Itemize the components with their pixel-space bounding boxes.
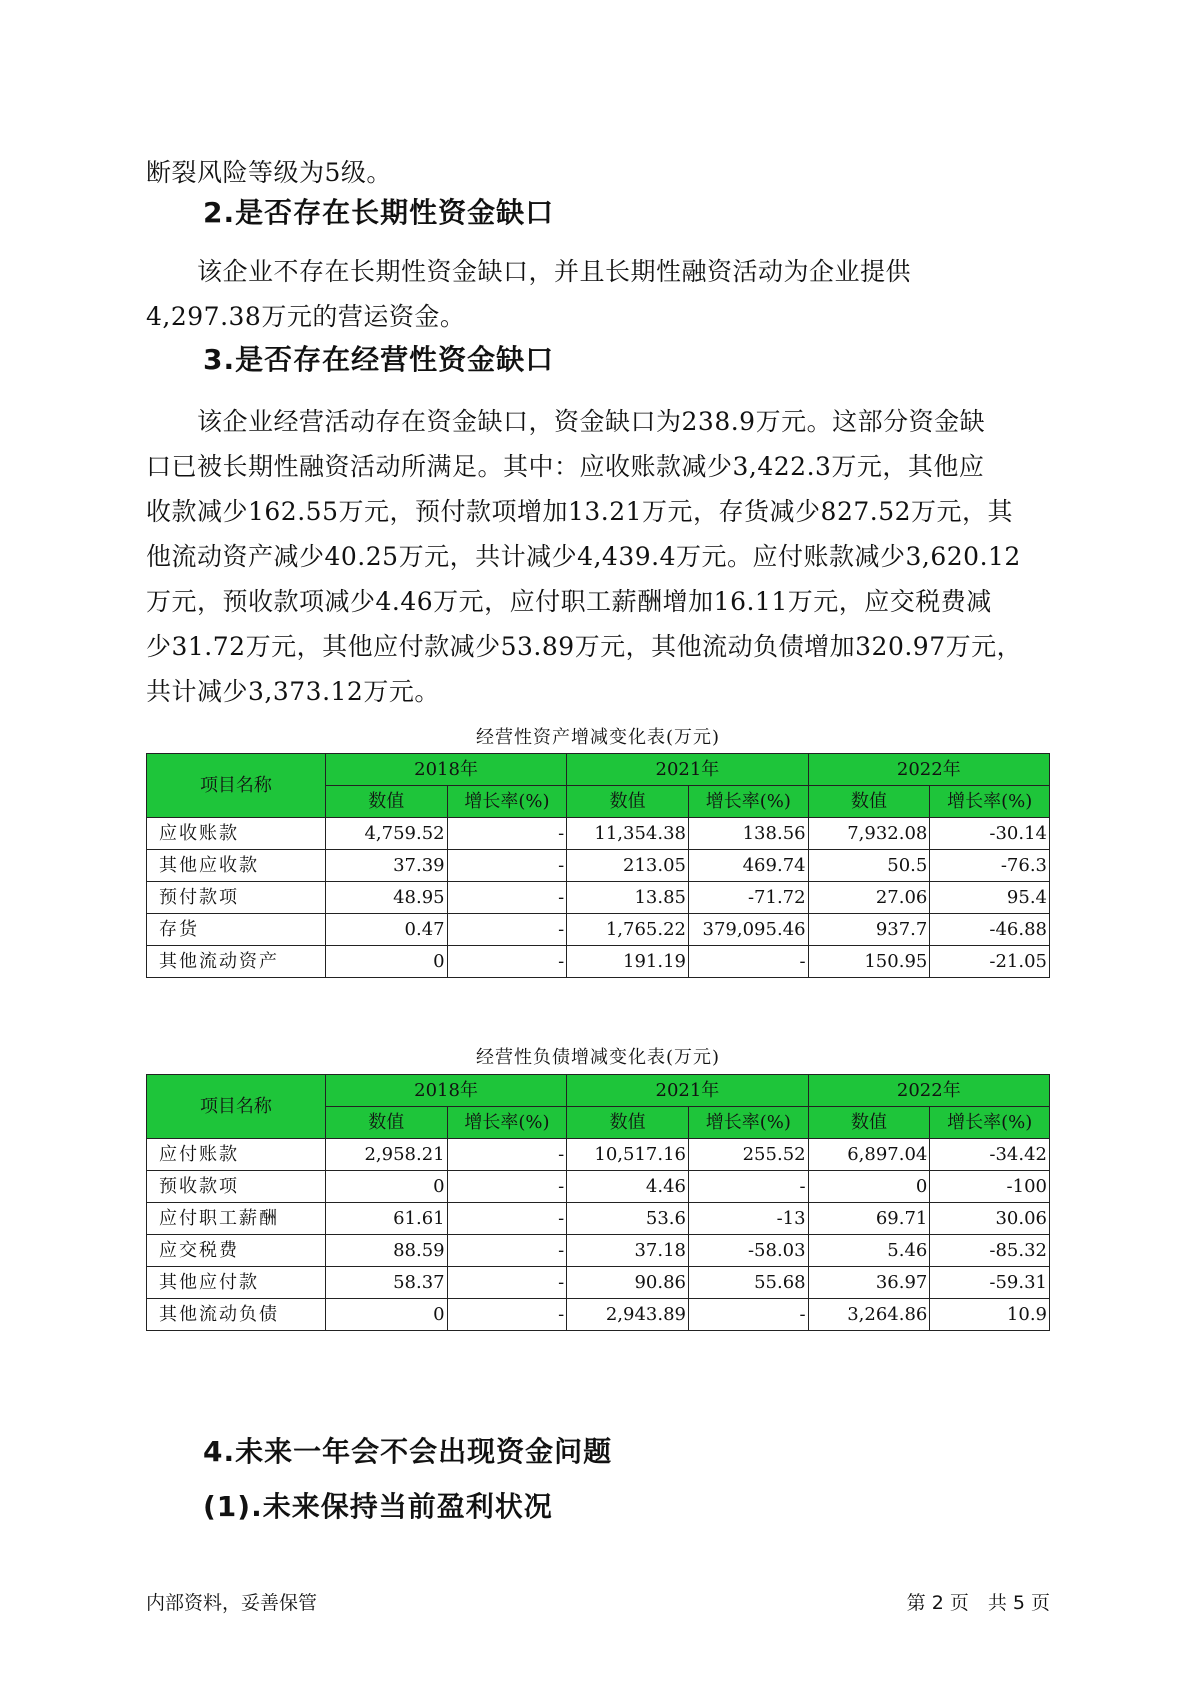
header-item-name: 项目名称: [147, 1075, 326, 1139]
text-line: 他流动资产减少40.25万元，共计减少4,439.4万元。应付账款减少3,620.12: [146, 542, 1021, 571]
table-caption: 经营性负债增减变化表(万元): [475, 1047, 721, 1068]
cell: -71.72: [688, 882, 808, 914]
text-line: 万元，预收款项减少4.46万元，应付职工薪酬增加16.11万元，应交税费减: [146, 587, 992, 616]
cell: 7,932.08: [808, 818, 930, 850]
cell: 150.95: [808, 946, 930, 978]
cell: 95.4: [930, 882, 1050, 914]
cell: 2,943.89: [567, 1299, 689, 1331]
cell: -34.42: [930, 1139, 1050, 1171]
table-row: [147, 882, 1050, 914]
cell: 0.47: [325, 914, 447, 946]
table-row: [147, 1267, 1050, 1299]
text-line: 共计减少3,373.12万元。: [146, 677, 440, 706]
cell: 6,897.04: [808, 1139, 930, 1171]
cell: 0: [325, 1299, 447, 1331]
section-heading-next-year: 4.未来一年会不会出现资金问题: [203, 1435, 613, 1468]
cell: -13: [688, 1203, 808, 1235]
cell: 88.59: [325, 1235, 447, 1267]
cell: 5.46: [808, 1235, 930, 1267]
cell: -58.03: [688, 1235, 808, 1267]
header-year: 2021年: [567, 1075, 808, 1107]
cell: 27.06: [808, 882, 930, 914]
table-row: [147, 1139, 1050, 1171]
table-row: [147, 1235, 1050, 1267]
row-name: 其他流动负债: [147, 1299, 326, 1331]
intro-paragraph: [146, 150, 1056, 195]
table-row: [147, 850, 1050, 882]
text-line: 该企业经营活动存在资金缺口，资金缺口为238.9万元。这部分资金缺: [146, 407, 986, 436]
row-name: 应付职工薪酬: [147, 1203, 326, 1235]
text-line: 断裂风险等级为5级。: [146, 158, 392, 187]
cell: 37.39: [325, 850, 447, 882]
cell: 50.5: [808, 850, 930, 882]
cell: 90.86: [567, 1267, 689, 1299]
table-row: [147, 1171, 1050, 1203]
subsection-heading-keep-profit: (1).未来保持当前盈利状况: [203, 1490, 553, 1523]
cell: 2,958.21: [325, 1139, 447, 1171]
header-value: 数值: [808, 786, 930, 818]
header-rate: 增长率(%): [447, 1107, 567, 1139]
cell: -: [688, 1299, 808, 1331]
footer-page-number: 第 2 页 共 5 页: [906, 1592, 1050, 1614]
cell: 69.71: [808, 1203, 930, 1235]
table-row: [147, 914, 1050, 946]
text-line: 收款减少162.55万元，预付款项增加13.21万元，存货减少827.52万元，其: [146, 497, 1014, 526]
cell: 48.95: [325, 882, 447, 914]
header-value: 数值: [567, 1107, 689, 1139]
header-rate: 增长率(%): [447, 786, 567, 818]
cell: 61.61: [325, 1203, 447, 1235]
table-caption: 经营性资产增减变化表(万元): [475, 727, 721, 748]
table-header-row: [147, 1075, 1050, 1107]
cell: -: [688, 946, 808, 978]
cell: -76.3: [930, 850, 1050, 882]
table-header-row: [147, 754, 1050, 786]
header-year: 2018年: [325, 754, 566, 786]
cell: 379,095.46: [688, 914, 808, 946]
cell: -: [447, 1299, 567, 1331]
cell: 13.85: [567, 882, 689, 914]
cell: 10,517.16: [567, 1139, 689, 1171]
header-year: 2018年: [325, 1075, 566, 1107]
text-line: 4,297.38万元的营运资金。: [146, 302, 466, 331]
cell: 1,765.22: [567, 914, 689, 946]
cell: 4.46: [567, 1171, 689, 1203]
cell: 0: [808, 1171, 930, 1203]
text-line: 少31.72万元，其他应付款减少53.89万元，其他流动负债增加320.97万元，: [146, 632, 1023, 661]
cell: 53.6: [567, 1203, 689, 1235]
header-rate: 增长率(%): [930, 1107, 1050, 1139]
cell: 213.05: [567, 850, 689, 882]
cell: 37.18: [567, 1235, 689, 1267]
cell: 10.9: [930, 1299, 1050, 1331]
header-value: 数值: [325, 786, 447, 818]
cell: -59.31: [930, 1267, 1050, 1299]
table-row: [147, 1299, 1050, 1331]
header-rate: 增长率(%): [930, 786, 1050, 818]
header-value: 数值: [567, 786, 689, 818]
cell: -: [447, 1235, 567, 1267]
header-item-name: 项目名称: [147, 754, 326, 818]
header-year: 2022年: [808, 754, 1049, 786]
operating-liabilities-table: [146, 1074, 1050, 1331]
operating-gap-paragraph: [146, 399, 1056, 714]
cell: 30.06: [930, 1203, 1050, 1235]
row-name: 其他流动资产: [147, 946, 326, 978]
row-name: 预收款项: [147, 1171, 326, 1203]
cell: 58.37: [325, 1267, 447, 1299]
header-value: 数值: [325, 1107, 447, 1139]
cell: 0: [325, 946, 447, 978]
header-rate: 增长率(%): [688, 786, 808, 818]
long-term-gap-paragraph: [146, 249, 1056, 339]
cell: -46.88: [930, 914, 1050, 946]
row-name: 应收账款: [147, 818, 326, 850]
header-rate: 增长率(%): [688, 1107, 808, 1139]
section-heading-operating-gap: 3.是否存在经营性资金缺口: [203, 343, 555, 376]
cell: -: [447, 850, 567, 882]
cell: 11,354.38: [567, 818, 689, 850]
cell: 255.52: [688, 1139, 808, 1171]
footer-confidential-note: 内部资料，妥善保管: [146, 1592, 318, 1614]
row-name: 其他应付款: [147, 1267, 326, 1299]
cell: -: [688, 1171, 808, 1203]
section-heading-long-term-gap: 2.是否存在长期性资金缺口: [203, 196, 555, 229]
header-year: 2021年: [567, 754, 808, 786]
cell: -: [447, 1267, 567, 1299]
cell: 3,264.86: [808, 1299, 930, 1331]
cell: 0: [325, 1171, 447, 1203]
row-name: 应交税费: [147, 1235, 326, 1267]
cell: -: [447, 914, 567, 946]
cell: -: [447, 1139, 567, 1171]
cell: 937.7: [808, 914, 930, 946]
table-row: [147, 1203, 1050, 1235]
table-row: [147, 818, 1050, 850]
cell: -: [447, 946, 567, 978]
row-name: 预付款项: [147, 882, 326, 914]
cell: -: [447, 1171, 567, 1203]
cell: -21.05: [930, 946, 1050, 978]
row-name: 其他应收款: [147, 850, 326, 882]
cell: 4,759.52: [325, 818, 447, 850]
cell: -: [447, 1203, 567, 1235]
cell: -: [447, 882, 567, 914]
row-name: 存货: [147, 914, 326, 946]
header-value: 数值: [808, 1107, 930, 1139]
text-line: 口已被长期性融资活动所满足。其中：应收账款减少3,422.3万元，其他应: [146, 452, 985, 481]
cell: 138.56: [688, 818, 808, 850]
table-row: [147, 946, 1050, 978]
cell: 191.19: [567, 946, 689, 978]
cell: -30.14: [930, 818, 1050, 850]
cell: -100: [930, 1171, 1050, 1203]
text-line: 该企业不存在长期性资金缺口，并且长期性融资活动为企业提供: [146, 257, 912, 286]
cell: 55.68: [688, 1267, 808, 1299]
header-year: 2022年: [808, 1075, 1049, 1107]
cell: 469.74: [688, 850, 808, 882]
cell: 36.97: [808, 1267, 930, 1299]
cell: -85.32: [930, 1235, 1050, 1267]
row-name: 应付账款: [147, 1139, 326, 1171]
operating-assets-table: [146, 753, 1050, 978]
cell: -: [447, 818, 567, 850]
